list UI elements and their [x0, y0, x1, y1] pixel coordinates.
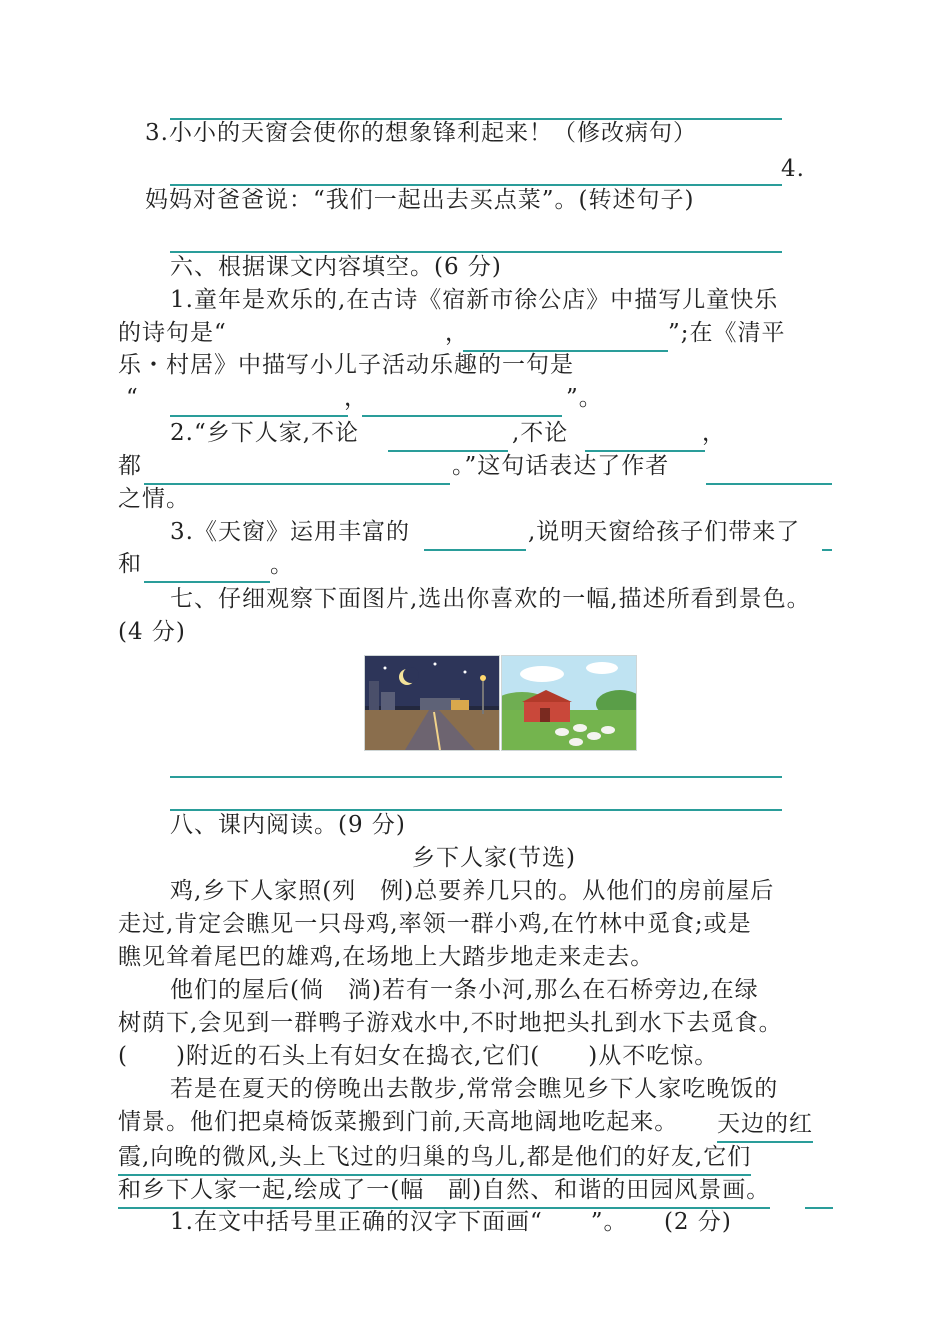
- blank-poem-line-4[interactable]: [362, 415, 562, 417]
- passage-p3-line2a: 情景。他们把桌椅饭菜搬到门前,天高地阔地吃起来。: [118, 1109, 679, 1135]
- comma: ，: [344, 385, 368, 411]
- q5-3-text: 3.小小的天窗会使你的想象锋利起来！（修改病句）: [145, 120, 697, 146]
- section-8-heading: 八、课内阅读。(9 分): [170, 812, 406, 838]
- section-6-heading: 六、根据课文内容填空。(6 分): [170, 254, 502, 280]
- passage-p3-line1: 若是在夏天的傍晚出去散步,常常会瞧见乡下人家吃晚饭的: [170, 1076, 779, 1102]
- q6-2-line2a: 都: [118, 453, 142, 479]
- answer-line[interactable]: [170, 776, 782, 778]
- blank[interactable]: [706, 483, 832, 485]
- passage-p2-line3: ( )附近的石头上有妇女在捣衣,它们( )从不吃惊。: [118, 1043, 719, 1069]
- night-city-street-picture[interactable]: [364, 655, 500, 751]
- q6-1-line2b: ”;在《清平: [668, 320, 786, 346]
- passage-p2-line2: 树荫下,会见到一群鸭子游戏水中,不时地把头扎到水下去觅食。: [118, 1010, 783, 1036]
- q6-3-line1a: 3.《天窗》运用丰富的: [170, 519, 410, 545]
- close-quote: ”。: [566, 385, 603, 411]
- comma: ，: [445, 320, 469, 346]
- blank[interactable]: [144, 581, 270, 583]
- question-8-1: 1.在文中括号里正确的汉字下面画“ ”。 (2 分): [170, 1209, 732, 1235]
- passage-p1-line3: 瞧见耸着尾巴的雄鸡,在场地上大踏步地走来走去。: [118, 944, 655, 970]
- comma: ，: [702, 420, 726, 446]
- period: 。: [270, 552, 294, 578]
- q6-1-line1: 1.童年是欢乐的,在古诗《宿新市徐公店》中描写儿童快乐: [170, 287, 779, 313]
- q6-1-line2a: 的诗句是“: [118, 320, 227, 346]
- q6-1-line3: 乐・村居》中描写小儿子活动乐趣的一句是: [118, 352, 574, 378]
- q6-2-line1a: 2.“乡下人家,不论: [170, 420, 360, 446]
- underlined-sentence-start: 天边的红: [717, 1107, 813, 1143]
- farm-barn-sheep-picture[interactable]: [501, 655, 637, 751]
- underlined-sentence-line4: 和乡下人家一起,绘成了一(幅 副)自然、和谐的田园风景画。: [118, 1173, 770, 1209]
- blank-poem-line-3[interactable]: [170, 415, 348, 417]
- passage-p1-line1: 鸡,乡下人家照(列 例)总要养几只的。从他们的房前屋后: [170, 878, 775, 904]
- q6-3-line1b: ,说明天窗给孩子们带来了: [528, 519, 801, 545]
- q5-4-number: 4.: [781, 156, 805, 182]
- q6-2-line3: 之情。: [118, 486, 190, 512]
- q6-2-line2b: 。”这句话表达了作者: [452, 453, 670, 479]
- underlined-sentence-line3: 霞,向晚的微风,头上飞过的归巢的鸟儿,都是他们的好友,它们: [118, 1140, 751, 1176]
- blank[interactable]: [822, 549, 832, 551]
- section-7-points: (4 分): [118, 619, 186, 645]
- q6-2-line1b: ,不论: [512, 420, 569, 446]
- blank[interactable]: [424, 549, 526, 551]
- passage-p2-line1: 他们的屋后(倘 淌)若有一条小河,那么在石桥旁边,在绿: [170, 977, 759, 1003]
- passage-title: 乡下人家(节选): [412, 845, 576, 871]
- section-7-heading: 七、仔细观察下面图片,选出你喜欢的一幅,描述所看到景色。: [170, 586, 811, 612]
- q5-4-text: 妈妈对爸爸说：“我们一起出去买点菜”。(转述句子): [145, 187, 695, 213]
- underline-extension: [805, 1207, 833, 1209]
- open-quote: “: [126, 385, 139, 411]
- passage-p1-line2: 走过,肯定会瞧见一只母鸡,率领一群小鸡,在竹林中觅食;或是: [118, 911, 752, 937]
- q6-3-line2a: 和: [118, 551, 142, 577]
